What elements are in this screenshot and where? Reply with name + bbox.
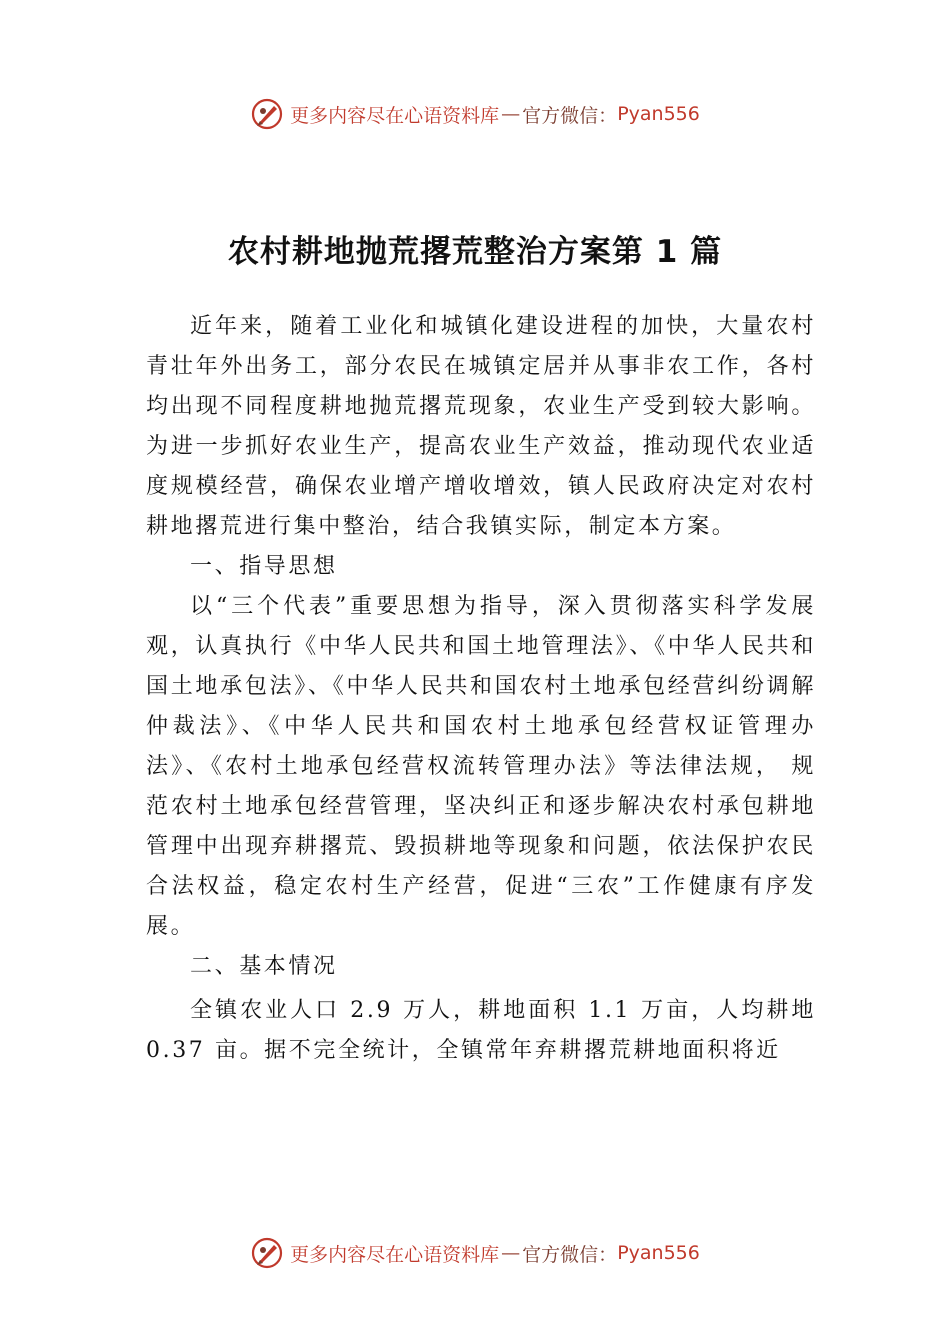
watermark-official: 官方微信：	[522, 1243, 618, 1266]
section-heading-basic-situation: 二、基本情况	[190, 954, 338, 979]
guiding-ideology-paragraph: 以“三个代表”重要思想为指导，深入贯彻落实科学发展观，认真执行《中华人民共和国土地管理法》、《中华人民共和国土地承包法》、《中华人民共和国农村土地承包经营纠纷调解仲裁法》、《中华人民共和国农村土地承包经营权证管理办法》、《农村土地承包经营权流转管理办法》等法律法规， 规范农村土地承包经营管理，坚决纠正和逐步解决农村承包耕地管理中出现弃耕撂荒、毁损耕地等现象和问题，依法保护农民合法权益，稳定农村生产经营，促进“三农”工作健康有序发展。	[146, 594, 816, 939]
watermark-header	[0, 94, 950, 134]
document-body	[146, 307, 816, 1071]
watermark-brand: 更多内容尽在心语资料库	[290, 1243, 500, 1266]
quill-pen-circle-icon	[250, 97, 284, 131]
watermark-brand: 更多内容尽在心语资料库	[290, 104, 500, 127]
watermark-dash: —	[501, 1242, 521, 1264]
quill-pen-circle-icon	[250, 1236, 284, 1270]
watermark-dash: —	[501, 103, 521, 125]
section-heading-guiding-ideology: 一、指导思想	[190, 554, 338, 579]
intro-paragraph: 近年来，随着工业化和城镇化建设进程的加快，大量农村青壮年外出务工，部分农民在城镇定居并从事非农工作，各村均出现不同程度耕地抛荒撂荒现象，农业生产受到较大影响。为进一步抓好农业生产，提高农业生产效益，推动现代农业适度规模经营，确保农业增产增收增效，镇人民政府决定对农村耕地撂荒进行集中整治，结合我镇实际，制定本方案。	[146, 314, 816, 539]
basic-situation-paragraph: 全镇农业人口 2.9 万人，耕地面积 1.1 万亩，人均耕地 0.37 亩。据不完全统计，全镇常年弃耕撂荒耕地面积将近	[146, 998, 816, 1063]
watermark-footer	[0, 1233, 950, 1273]
document-title: 农村耕地抛荒撂荒整治方案第 1 篇	[227, 234, 723, 270]
watermark-handle: Pyan556	[617, 103, 700, 125]
watermark-handle: Pyan556	[617, 1242, 700, 1264]
watermark-official: 官方微信：	[522, 104, 618, 127]
